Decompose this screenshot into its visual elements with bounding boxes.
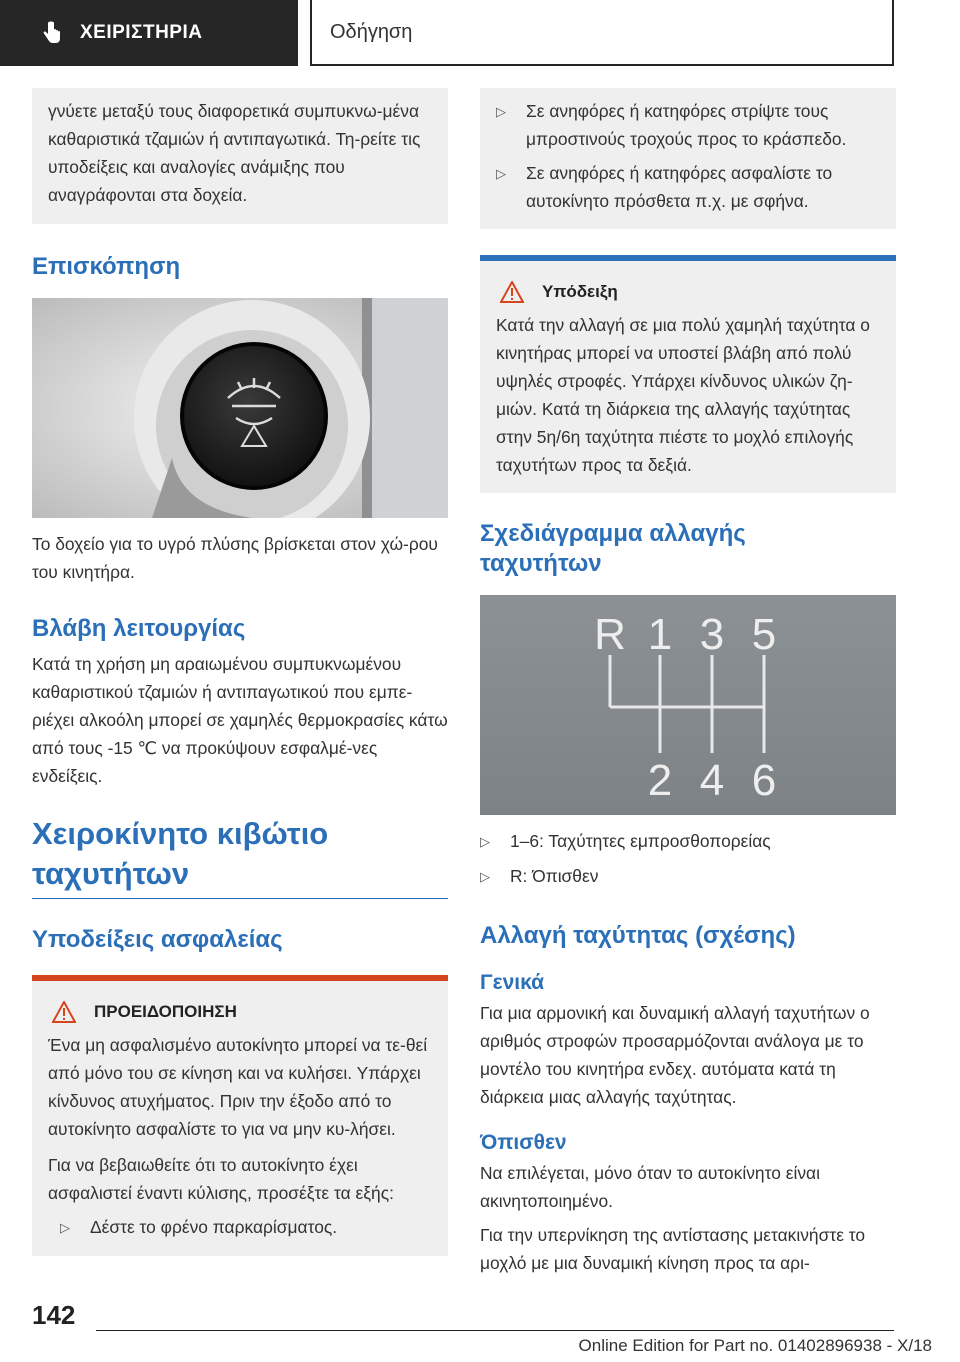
general-text: Για μια αρμονική και δυναμική αλλαγή ταχυτήτων ο αριθμός στροφών προσαρμόζονται ανάλογα με το μοντέλο του κινητήρα ενδεχ. αυτόματα κατά τη διάρκεια μιας αλλαγής ταχύτητας. xyxy=(480,1003,870,1107)
warning-title xyxy=(48,1001,432,1023)
washer-reservoir-photo xyxy=(32,298,448,518)
gear-shift-pattern xyxy=(480,595,896,815)
note-title xyxy=(496,281,880,303)
warning-text-2: Για να βεβαιωθείτε ότι το αυτοκίνητο έχει ασφαλιστεί έναντι κύλισης, προσέξτε τα εξής: xyxy=(48,1155,394,1203)
intro-text: γνύετε μεταξύ τους διαφορετικά συμπυκνω-μένα καθαριστικά τζαμιών ή αντιπαγωτικά. Τη-ρείτε τις υποδείξεις και αναλογίες ανάμιξης που αναγράφονται στα δοχεία. xyxy=(48,101,421,205)
hand-pointer-icon xyxy=(42,21,62,45)
warning-title-label: ΠΡΟΕΙΔΟΠΟΙΗΣΗ xyxy=(94,1002,237,1021)
warning-triangle-icon xyxy=(500,281,524,303)
warning-bullet-text: Δέστε το φρένο παρκαρίσματος. xyxy=(90,1217,338,1237)
page-number: 142 xyxy=(32,1300,76,1330)
warning-triangle-icon xyxy=(52,1001,76,1023)
intro-box xyxy=(32,88,448,224)
warning-box xyxy=(32,975,448,1256)
left-column xyxy=(32,88,448,1256)
page-header xyxy=(0,0,960,66)
malfunction-heading: Βλάβη λειτουργίας xyxy=(32,615,246,642)
right-bullets-box xyxy=(480,88,896,229)
gear-label: 3 xyxy=(699,610,725,659)
bullet-triangle-icon: ▷ xyxy=(496,166,506,181)
gear-change-heading: Αλλαγή ταχύτητας (σχέσης) xyxy=(480,922,796,949)
note-title-label: Υπόδειξη xyxy=(542,282,618,301)
list-item xyxy=(480,827,896,856)
gear-label: 6 xyxy=(751,756,777,805)
bullet-text: Σε ανηφόρες ή κατηφόρες στρίψτε τους μπροστινούς τροχούς προς το κράσπεδο. xyxy=(526,101,847,149)
gear-label: 4 xyxy=(699,756,725,805)
shift-pattern-heading: Σχεδιάγραμμα αλλαγής ταχυτήτων xyxy=(480,520,746,577)
reverse-heading: Όπισθεν xyxy=(480,1131,567,1154)
overview-heading: Επισκόπηση xyxy=(32,253,181,280)
right-column xyxy=(480,88,896,1277)
reverse-text-1: Να επιλέγεται, μόνο όταν το αυτοκίνητο είναι ακινητοποιημένο. xyxy=(480,1163,820,1211)
footer-divider xyxy=(96,1330,894,1331)
bullet-text: 1–6: Ταχύτητες εμπροσθοπορείας xyxy=(510,831,771,851)
list-item xyxy=(480,862,896,891)
shift-pattern-diagram xyxy=(480,595,896,815)
note-box xyxy=(480,255,896,493)
gear-label: 5 xyxy=(751,610,777,659)
section-tab-label: ΧΕΙΡΙΣΤΗΡΙΑ xyxy=(80,22,203,43)
list-item xyxy=(496,159,884,215)
bullet-triangle-icon: ▷ xyxy=(496,104,506,119)
bullet-triangle-icon: ▷ xyxy=(60,1220,70,1235)
chapter-title-box xyxy=(310,0,894,66)
malfunction-text: Κατά τη χρήση μη αραιωμένου συμπυκνωμένου καθαριστικού τζαμιών ή αντιπαγωτικού που εμπε-ριέχει αλκοόλη μπορεί σε χαμηλές θερμοκρασίες κάτω από τους -15 ℃ να προκύψουν εσφαλμέ-νες ενδείξεις. xyxy=(32,654,448,786)
bullet-triangle-icon: ▷ xyxy=(480,834,490,849)
manual-gearbox-heading-block xyxy=(32,814,448,899)
warning-bullet xyxy=(48,1213,432,1242)
reverse-text-2: Για την υπερνίκηση της αντίστασης μετακινήστε το μοχλό με μια δυναμική κίνηση προς τα αρι- xyxy=(480,1225,866,1273)
warning-text-1: Ένα μη ασφαλισμένο αυτοκίνητο μπορεί να τε-θεί από μόνο του σε κίνηση και να κυλήσει. Υπάρχει κίνδυνος ατυχήματος. Πριν την έξοδο από το αυτοκίνητο ασφαλίστε το για να μην κυ-λήσει. xyxy=(48,1035,428,1139)
section-tab[interactable] xyxy=(0,0,298,66)
chapter-title: Οδήγηση xyxy=(330,20,413,43)
gear-label: 1 xyxy=(647,610,673,659)
gear-label: 2 xyxy=(647,756,673,805)
washer-cap-illustration xyxy=(32,298,448,518)
note-text: Κατά την αλλαγή σε μια πολύ χαμηλή ταχύτητα ο κινητήρας μπορεί να υποστεί βλάβη από πολύ υψηλές στροφές. Υπάρχει κίνδυνος υλικών ζη-μιών. Κατά τη διάρκεια της αλλαγής ταχύτητας στην 5η/6η ταχύτητα πιέστε το μοχλό επιλογής ταχυτήτων προς τα δεξιά. xyxy=(496,315,870,475)
manual-gearbox-heading: Χειροκίνητο κιβώτιο ταχυτήτων xyxy=(32,816,329,891)
gear-label: R xyxy=(594,610,626,659)
safety-heading: Υποδείξεις ασφαλείας xyxy=(32,926,283,953)
general-heading: Γενικά xyxy=(480,971,545,994)
overview-caption: Το δοχείο για το υγρό πλύσης βρίσκεται στον χώ-ρου του κινητήρα. xyxy=(32,534,438,582)
bullet-triangle-icon: ▷ xyxy=(480,869,490,884)
bullet-text: R: Όπισθεν xyxy=(510,866,599,886)
bullet-text: Σε ανηφόρες ή κατηφόρες ασφαλίστε το αυτοκίνητο πρόσθετα π.χ. με σφήνα. xyxy=(526,163,833,211)
list-item xyxy=(496,97,884,153)
edition-footer: Online Edition for Part no. 01402896938 - X/18 xyxy=(578,1336,932,1355)
